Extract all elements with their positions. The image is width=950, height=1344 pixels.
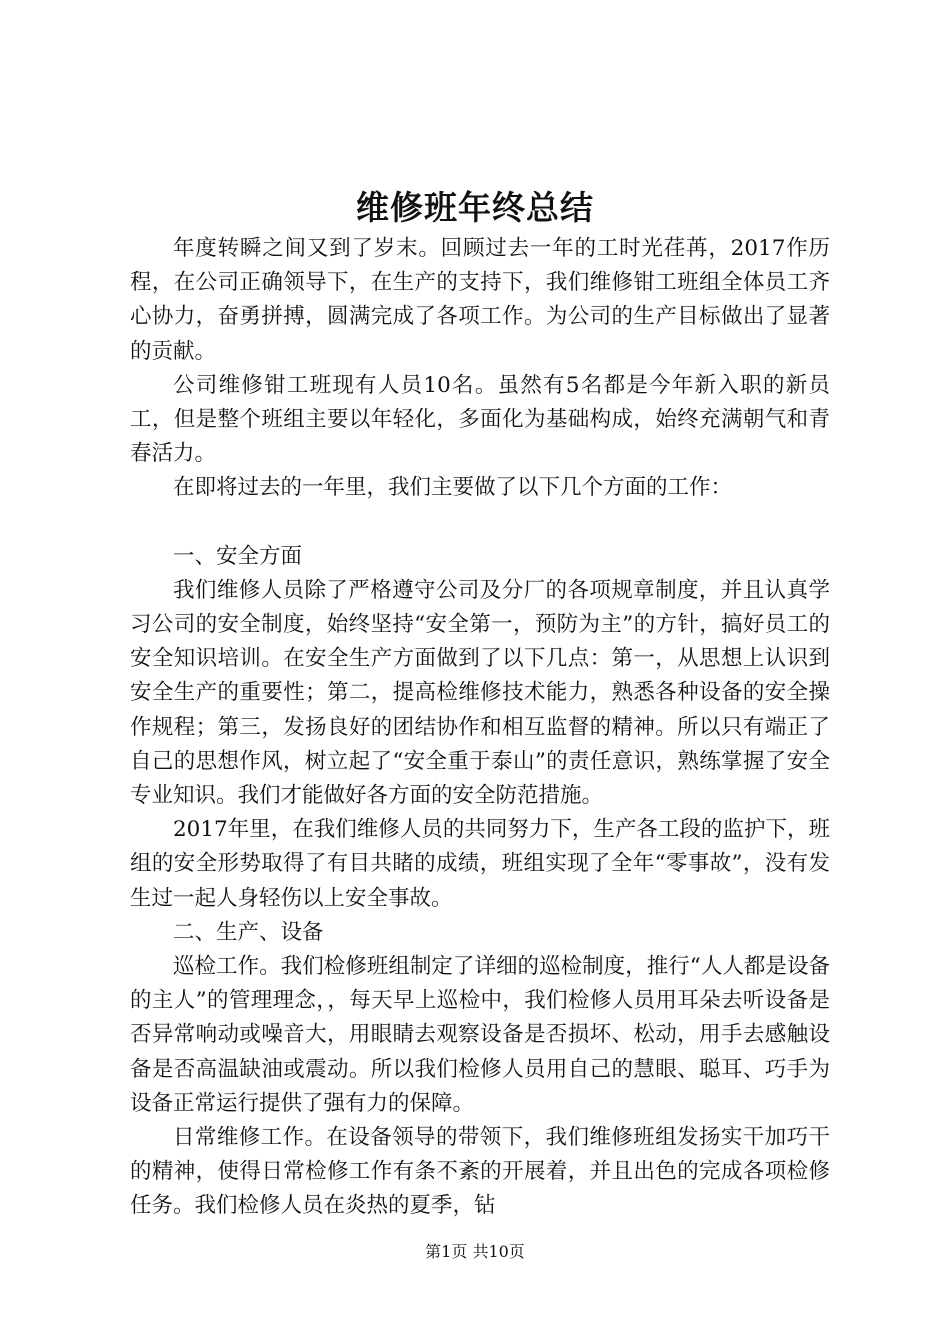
paragraph-safety-result: 2017年里，在我们维修人员的共同努力下，生产各工段的监护下，班组的安全形势取得了有目共睹的成绩，班组实现了全年“零事故”，没有发生过一起人身轻伤以上安全事故。 [130,817,830,911]
page-footer: 第1页 共10页 [425,1242,525,1261]
section-heading-production: 二、生产、设备 [173,919,324,945]
paragraph-inspection: 巡检工作。我们检修班组制定了详细的巡检制度，推行“人人都是设备的主人”的管理理念，，每天早上巡检中，我们检修人员用耳朵去听设备是否异常响动或噪音大，用眼睛去观察设备是否损坏、松动，用手去感触设备是否高温缺油或震动。所以我们检修人员用自己的慧眼、聪耳、巧手为设备正常运行提供了强有力的保障。 [130,954,830,1116]
paragraph-maintenance: 日常维修工作。在设备领导的带领下，我们维修班组发扬实干加巧干的精神，使得日常检修工作有条不紊的开展着，并且出色的完成各项检修任务。我们检修人员在炎热的夏季，钻 [130,1125,830,1219]
paragraph-intro: 年度转瞬之间又到了岁末。回顾过去一年的工时光荏苒，2017作历程，在公司正确领导下，在生产的支持下，我们维修钳工班组全体员工齐心协力，奋勇拼搏，圆满完成了各项工作。为公司的生产目标做出了显著的贡献。 [130,236,830,364]
paragraph-safety: 我们维修人员除了严格遵守公司及分厂的各项规章制度，并且认真学习公司的安全制度，始终坚持“安全第一，预防为主”的方针，搞好员工的安全知识培训。在安全生产方面做到了以下几点：第一，从思想上认识到安全生产的重要性；第二，提高检维修技术能力，熟悉各种设备的安全操作规程；第三，发扬良好的团结协作和相互监督的精神。所以只有端正了自己的思想作风，树立起了“安全重于泰山”的责任意识，熟练掌握了安全专业知识。我们才能做好各方面的安全防范措施。 [130,577,830,809]
section-heading-safety: 一、安全方面 [173,543,303,569]
document-title: 维修班年终总结 [356,188,594,227]
paragraph-overview: 在即将过去的一年里，我们主要做了以下几个方面的工作： [173,475,733,501]
document-body [130,232,830,1224]
paragraph-team: 公司维修钳工班现有人员10名。虽然有5名都是今年新入职的新员工，但是整个班组主要以年轻化，多面化为基础构成，始终充满朝气和青春活力。 [130,372,830,467]
